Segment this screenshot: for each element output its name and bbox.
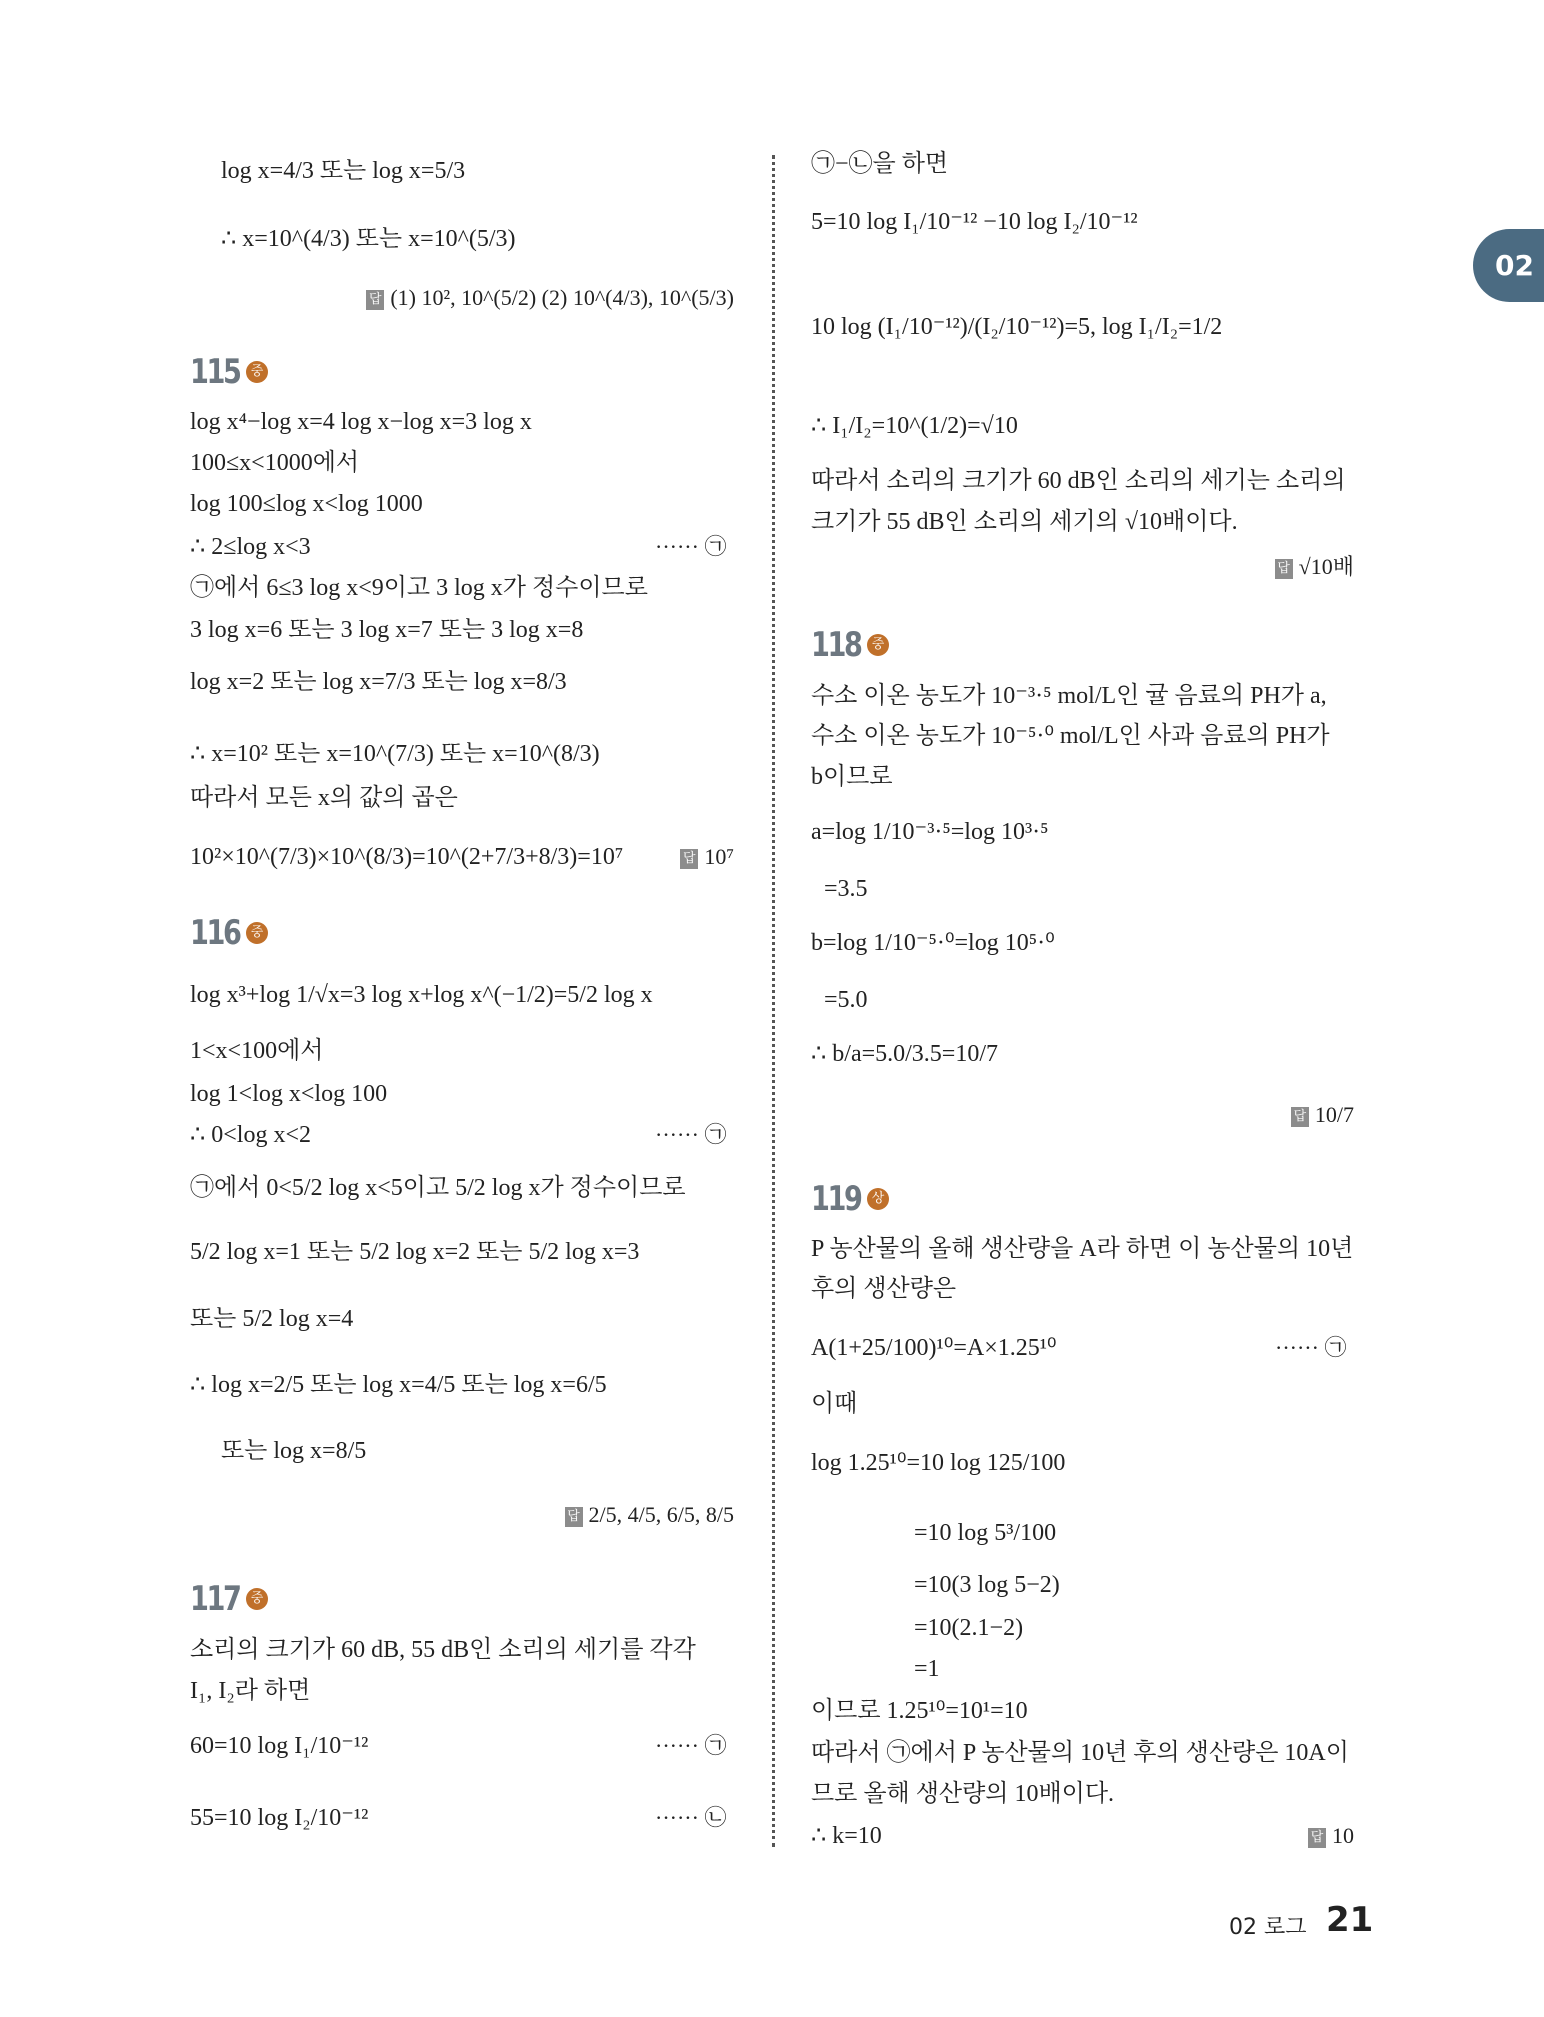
problem-number: 116: [190, 913, 240, 953]
solution-line: P 농산물의 올해 생산량을 A라 하면 이 농산물의 10년: [811, 1236, 1354, 1262]
solution-line: ㉠에서 0<5/2 log x<5이고 5/2 log x가 정수이므로: [190, 1175, 686, 1201]
answer-text: √10배: [1298, 554, 1354, 579]
solution-line: 수소 이온 농도가 10⁻⁵·⁰ mol/L인 사과 음료의 PH가: [811, 723, 1330, 749]
answer-icon: 답: [565, 1507, 583, 1527]
problem-number: 119: [811, 1179, 861, 1219]
problem-heading: [190, 352, 268, 392]
solution-line: 소리의 크기가 60 dB, 55 dB인 소리의 세기를 각각: [190, 1637, 696, 1663]
solution-line: 따라서 소리의 크기가 60 dB인 소리의 세기는 소리의: [811, 468, 1346, 494]
solution-line: 1<x<100에서: [190, 1038, 324, 1064]
difficulty-badge: 상: [867, 1188, 889, 1210]
problem-number: 118: [811, 625, 861, 665]
solution-line: ∴ 0<log x<2: [190, 1122, 312, 1148]
solution-line: 크기가 55 dB인 소리의 세기의 √10배이다.: [811, 509, 1238, 535]
solution-line: 3 log x=6 또는 3 log x=7 또는 3 log x=8: [190, 617, 584, 643]
solution-line: 55=10 log I₂/10⁻¹²: [190, 1805, 369, 1831]
answer-text: (1) 10², 10^(5/2) (2) 10^(4/3), 10^(5/3): [390, 285, 734, 310]
solution-line: 이므로 1.25¹⁰=10¹=10: [811, 1698, 1028, 1724]
equation-marker: ······ ㉠: [1275, 1335, 1347, 1360]
answer-icon: 답: [680, 849, 698, 869]
answer: [1275, 552, 1354, 582]
solution-line: a=log 1/10⁻³·⁵=log 10³·⁵: [811, 819, 1049, 845]
answer-icon: 답: [1275, 559, 1293, 579]
solution-line: ∴ k=10: [811, 1823, 882, 1849]
solution-line: I₁, I₂라 하면: [190, 1678, 311, 1704]
difficulty-badge: 중: [867, 634, 889, 656]
equation-marker: ······ ㉠: [655, 534, 727, 559]
solution-line: log x⁴−log x=4 log x−log x=3 log x: [190, 409, 532, 435]
column-divider: [772, 155, 775, 1847]
solution-line: log 1.25¹⁰=10 log 125/100: [811, 1450, 1066, 1476]
answer: [565, 1500, 734, 1530]
solution-line: ∴ x=10^(4/3) 또는 x=10^(5/3): [221, 226, 516, 252]
solution-line: b이므로: [811, 764, 893, 790]
answer-icon: 답: [1291, 1107, 1309, 1127]
problem-heading: [811, 625, 889, 665]
solution-line: ∴ log x=2/5 또는 log x=4/5 또는 log x=6/5: [190, 1372, 607, 1398]
answer-icon: 답: [366, 290, 384, 310]
equation-marker: ······ ㉠: [655, 1122, 727, 1147]
solution-line: ㉠에서 6≤3 log x<9이고 3 log x가 정수이므로: [190, 575, 648, 601]
solution-line: log 1<log x<log 100: [190, 1081, 388, 1107]
problem-heading: [190, 913, 268, 953]
difficulty-badge: 중: [246, 1588, 268, 1610]
solution-line: 또는 5/2 log x=4: [190, 1306, 354, 1332]
page-number: 21: [1326, 1900, 1374, 1940]
problem-number: 117: [190, 1579, 240, 1619]
solution-line: 후의 생산량은: [811, 1276, 957, 1302]
solution-line: log x=2 또는 log x=7/3 또는 log x=8/3: [190, 669, 567, 695]
equation-marker: ······ ㉡: [655, 1805, 727, 1830]
problem-number: 115: [190, 352, 240, 392]
solution-line: A(1+25/100)¹⁰=A×1.25¹⁰: [811, 1335, 1057, 1361]
answer-icon: 답: [1308, 1828, 1326, 1848]
chapter-tab: 02: [1473, 229, 1544, 302]
footer-chapter: 02 로그: [1229, 1915, 1307, 1940]
solution-line: =10(3 log 5−2): [914, 1572, 1060, 1598]
difficulty-badge: 중: [246, 922, 268, 944]
solution-line: 5=10 log I₁/10⁻¹² −10 log I₂/10⁻¹²: [811, 209, 1138, 235]
solution-line: =1: [914, 1656, 940, 1682]
solution-line: 또는 log x=8/5: [221, 1438, 367, 1464]
answer-text: 10/7: [1314, 1102, 1354, 1127]
solution-line: 므로 올해 생산량의 10배이다.: [811, 1781, 1115, 1807]
equation-marker: ······ ㉠: [655, 1733, 727, 1758]
answer: [1291, 1100, 1354, 1130]
solution-line: b=log 1/10⁻⁵·⁰=log 10⁵·⁰: [811, 930, 1055, 956]
solution-line: =10(2.1−2): [914, 1615, 1024, 1641]
answer-text: 10⁷: [704, 844, 734, 869]
solution-line: ∴ 2≤log x<3: [190, 534, 311, 560]
solution-line: 100≤x<1000에서: [190, 450, 360, 476]
solution-line: ㉠−㉡을 하면: [811, 151, 949, 177]
difficulty-badge: 중: [246, 361, 268, 383]
solution-line: =10 log 5³/100: [914, 1520, 1057, 1546]
solution-line: 10 log (I₁/10⁻¹²)/(I₂/10⁻¹²)=5, log I₁/I₂=1/2: [811, 314, 1223, 340]
solution-line: ∴ b/a=5.0/3.5=10/7: [811, 1041, 998, 1067]
solution-line: ∴ x=10² 또는 x=10^(7/3) 또는 x=10^(8/3): [190, 741, 600, 767]
answer-text: 10: [1332, 1823, 1354, 1848]
answer: [1308, 1821, 1354, 1851]
solution-line: log x=4/3 또는 log x=5/3: [221, 158, 466, 184]
answer: [680, 842, 734, 872]
answer-text: 2/5, 4/5, 6/5, 8/5: [588, 1502, 734, 1527]
answer: [366, 283, 734, 313]
solution-line: =3.5: [824, 876, 868, 902]
solution-line: ∴ I₁/I₂=10^(1/2)=√10: [811, 413, 1018, 439]
problem-heading: [811, 1179, 889, 1219]
solution-line: =5.0: [824, 987, 868, 1013]
solution-line: 10²×10^(7/3)×10^(8/3)=10^(2+7/3+8/3)=10⁷: [190, 844, 624, 870]
solution-line: 60=10 log I₁/10⁻¹²: [190, 1733, 369, 1759]
solution-line: 따라서 ㉠에서 P 농산물의 10년 후의 생산량은 10A이: [811, 1740, 1349, 1766]
solution-line: log x³+log 1/√x=3 log x+log x^(−1/2)=5/2 log x: [190, 982, 653, 1008]
problem-heading: [190, 1579, 268, 1619]
solution-line: log 100≤log x<log 1000: [190, 491, 423, 517]
solution-line: 5/2 log x=1 또는 5/2 log x=2 또는 5/2 log x=3: [190, 1239, 640, 1265]
solution-line: 이때: [811, 1391, 858, 1417]
solution-line: 수소 이온 농도가 10⁻³·⁵ mol/L인 귤 음료의 PH가 a,: [811, 683, 1327, 709]
solution-line: 따라서 모든 x의 값의 곱은: [190, 785, 458, 811]
